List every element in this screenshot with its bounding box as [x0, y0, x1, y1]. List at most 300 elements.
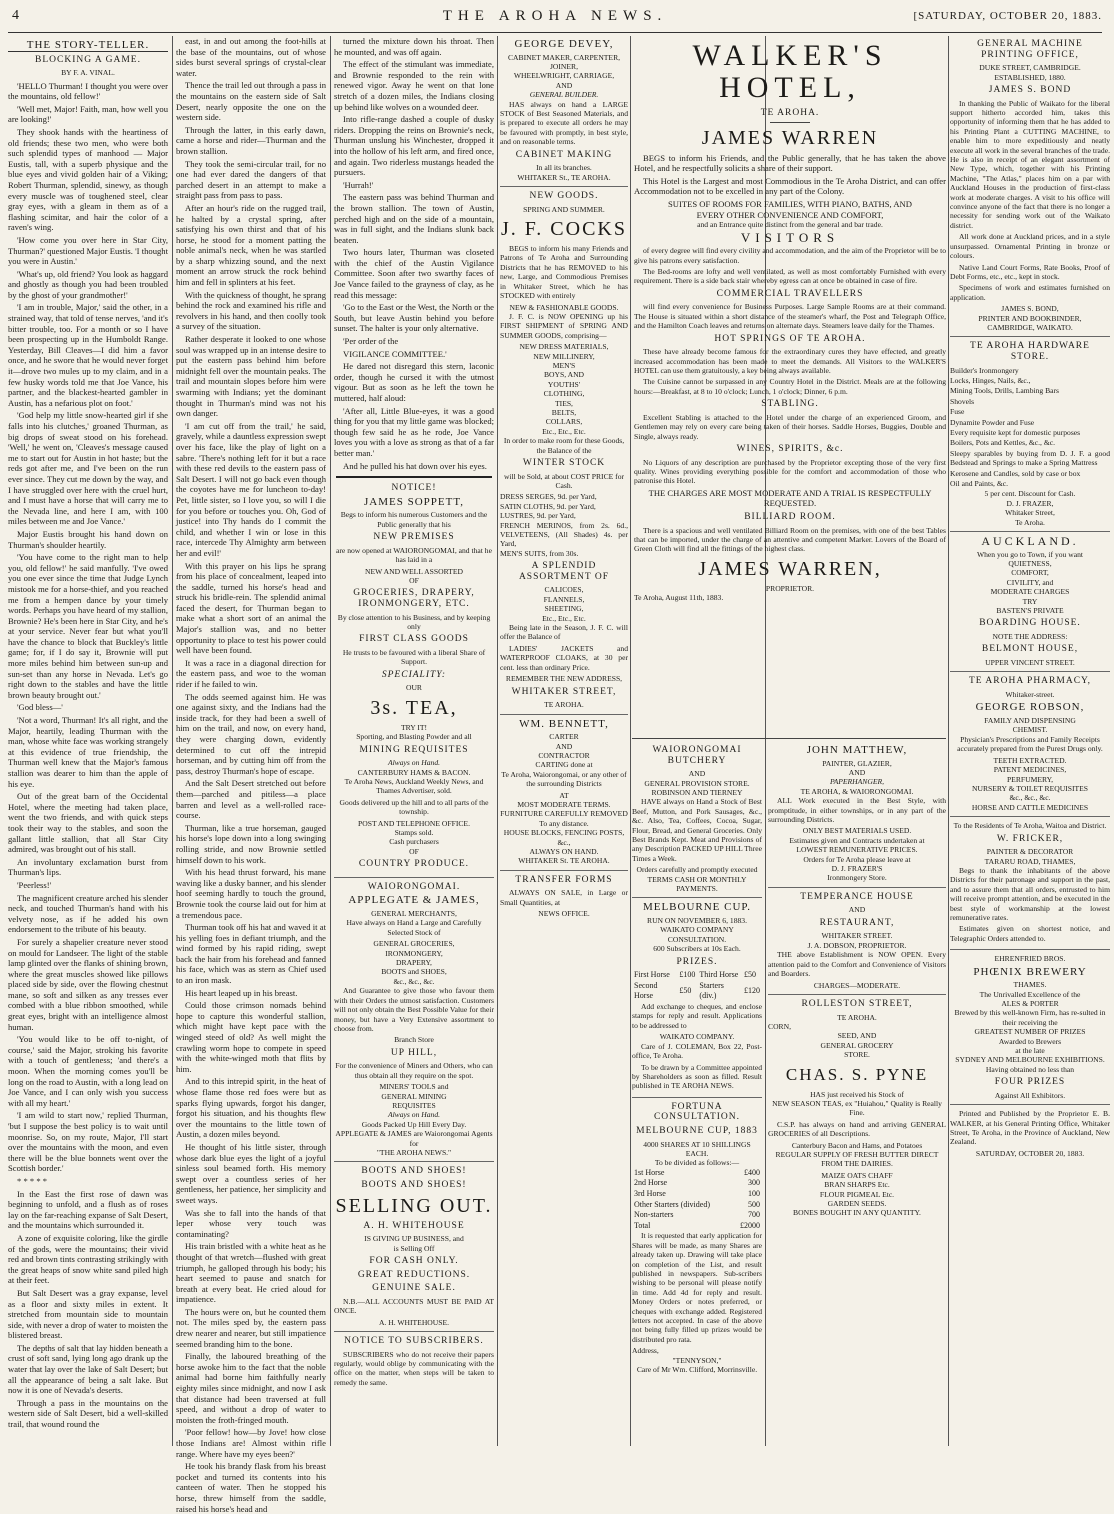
column-story-3	[334, 36, 494, 1446]
list-item: Kerosene and Candles, sold by case or box	[950, 468, 1081, 478]
ad-line: Whitaker-street.	[1005, 690, 1055, 700]
ad-heading: ROLLESTON STREET,	[801, 998, 913, 1009]
ad-line: GROCERIES, DRAPERY, IRONMONGERY, ETC.	[353, 588, 475, 609]
ad-walkers-hotel	[634, 36, 946, 736]
ad-line: at the late	[1015, 1046, 1045, 1056]
list-item: Sleepy sparables by buying from D. J. F. a good Bedstead and Springs to make a Spring Mattress	[950, 448, 1110, 468]
ad-line: PROPRIETOR.	[765, 583, 815, 593]
advertiser-name: A. H. WHITEHOUSE	[363, 1220, 465, 1231]
story-paragraph: He dared not disregard this stern, laconic order, though he cursed it with the utmost vigour. But as soon as he left the town he muttered, half aloud:	[334, 361, 494, 403]
column-ads-7	[950, 36, 1110, 1446]
ad-line: Orders for Te Aroha please leave at	[803, 854, 911, 864]
ad-line: Goods Packed Up Hill Every Day.	[361, 1119, 467, 1129]
ad-heading: BOOTS AND SHOES!	[361, 1179, 467, 1190]
ad-line: PRIZES.	[676, 956, 718, 967]
ad-line: CARTING done at	[535, 760, 593, 770]
ad-text: In order to make room for these Goods, the Balance of the	[503, 436, 625, 455]
ad-line: TE AROHA, & WAIORONGOMAI.	[800, 786, 914, 796]
ad-line: FLOUR PIGMEAL Etc.	[819, 1189, 895, 1199]
ad-text: These have already become famous for the extraordinary cures they have effected, and greatly increased accommodation has been made to meet the demands. All Visitors to the WALKER'S HOTEL can use them gratuitously, a key being always available.	[634, 347, 946, 375]
column-ads-4	[500, 36, 628, 1446]
ad-line: AT	[559, 790, 569, 800]
notice-heading: NOTICE!	[391, 483, 437, 494]
list-item: Boilers, Pots and Kettles, &c., &c.	[950, 438, 1056, 448]
ad-line: JOINER,	[549, 62, 579, 71]
ad-line: CANTERBURY HAMS & BACON.	[357, 767, 471, 777]
ad-line: CONTRACTOR	[538, 750, 590, 760]
story-paragraph: But Salt Desert was a gray expanse, level as a floor and sixty miles in extent. It stretched from mountain side to mountain side, with never a drop of water to moisten the blistered breast.	[8, 1287, 168, 1341]
ad-line: Orders carefully and promptly executed	[636, 865, 758, 875]
ad-heading: BOOTS AND SHOES!	[361, 1166, 467, 1177]
story-body-part3	[334, 36, 494, 471]
ad-item: SHEETING,	[544, 604, 584, 614]
ad-text: He trusts to be favoured with a liberal Share of Support.	[342, 647, 486, 667]
ad-heading: WAIORONGOMAI BUTCHERY	[652, 745, 742, 766]
ad-line: EHRENFRIED BROS.	[994, 954, 1066, 964]
list-item: Every requisite kept for domestic purposes	[950, 427, 1081, 437]
ad-text: Physician's Prescriptions and Family Receipts accurately prepared from the Purest Drugs only.	[957, 734, 1103, 754]
ad-line: FIRST CLASS GOODS	[359, 634, 469, 645]
ad-line: PAINTER, GLAZIER,	[822, 758, 892, 768]
ad-line: CHARGES—MODERATE.	[813, 980, 901, 990]
ad-item: Etc., Etc., Etc.	[542, 613, 586, 623]
ad-text: To be drawn by a Committee appointed by Shareholders as soon as filled. Result published in TE AROHA NEWS.	[632, 1062, 762, 1091]
ad-line: COMFORT,	[1011, 568, 1049, 578]
ad-heading: FORTUNA CONSULTATION.	[653, 1101, 741, 1123]
ad-line: Always on Hand.	[387, 758, 441, 768]
ad-signature: D. J. FRAZER,	[1006, 498, 1054, 508]
story-paragraph: Out of the great barn of the Occidental Hotel, where the meeting had taken place, went the two friends, and with quick steps took their way to the stables, and soon the gallant little stallion, that all Star City admired, was brought out of his stall.	[8, 791, 168, 855]
table-cell: £100	[679, 970, 696, 980]
ad-item: CLOTHING,	[543, 389, 585, 399]
ad-text: N.B.—ALL ACCOUNTS MUST BE PAID AT ONCE.	[334, 1296, 494, 1316]
ad-bond	[950, 39, 1110, 337]
ad-line: ALWAYS ON HAND.	[529, 846, 599, 856]
ad-line: PAINTER & DECORATOR	[986, 847, 1074, 857]
ad-line: GENUINE SALE.	[372, 1283, 456, 1294]
ad-dobson	[768, 892, 946, 995]
ad-signature: JAMES S. BOND,	[1001, 304, 1059, 314]
ad-line: UPPER VINCENT STREET.	[985, 658, 1075, 668]
ad-heading: HOT SPRINGS OF TE AROHA.	[714, 333, 866, 344]
ad-line: To any distance.	[539, 818, 589, 828]
ad-line: Always on Hand.	[387, 1110, 441, 1120]
masthead	[8, 2, 1102, 33]
ad-soppett	[334, 483, 494, 878]
ad-text: Begs to inform his numerous Customers and the Public generally that his	[340, 510, 488, 529]
ad-butchery	[632, 745, 762, 898]
ad-matthew	[768, 745, 946, 888]
price-line: LUSTRES, 9d. per Yard,	[500, 511, 576, 521]
ad-cocks	[500, 191, 628, 714]
ad-line: Care of Mr Wm. Clifford, Morrinsville.	[636, 1364, 758, 1374]
story-paragraph: 'Peerless!'	[17, 879, 52, 890]
table-row	[632, 1200, 762, 1211]
story-paragraph: They took the semi-circular trail, for no one had ever dared the dangers of that parched desert in an attempt to make a straight pass from pass to pass.	[176, 158, 326, 201]
advertiser-name: WM. BENNETT,	[519, 717, 609, 730]
ad-line: REMEMBER THE NEW ADDRESS,	[505, 674, 623, 684]
ad-text: Add exchange to cheques, and enclose stamps for reply and result. Applications to be addressed to	[632, 1002, 762, 1030]
ad-item: CALICOES,	[544, 585, 584, 595]
ad-heading: GENERAL MACHINE PRINTING OFFICE,	[977, 39, 1083, 60]
ad-address: WHITAKER St. TE AROHA.	[518, 856, 610, 866]
ad-line: NEW PREMISES	[373, 532, 455, 543]
ad-heading: BILLIARD ROOM.	[744, 512, 836, 523]
ad-line: SPECIALITY:	[381, 669, 447, 680]
price-line: DRESS SERGES, 9d. per Yard,	[500, 492, 597, 502]
story-paragraph: The hours were on, but he counted them not. The miles sped by, the eastern pass drew nearer and nearer, but still impatience seemed branding him to the bone.	[176, 1306, 326, 1349]
ad-line: is Selling Off	[393, 1243, 435, 1253]
ad-text: BEGS to inform his Friends, and the Public generally, that he has taken the above Hotel, and he respectfully solicits a share of their support.	[634, 152, 946, 174]
ad-item: COLLARS,	[545, 417, 583, 427]
table-cell: Starters (div.)	[699, 980, 724, 1001]
ad-line: CABINET MAKING	[515, 149, 613, 160]
price-line: MEN'S SUITS, from 30s.	[500, 548, 579, 558]
ad-line: TERMS CASH OR MONTHLY PAYMENTS.	[647, 874, 747, 894]
ad-line: Address,	[632, 1346, 659, 1356]
ad-text: No Liquors of any description are purchased by the Proprietor excepting those of the very first quality. Wines providing everything possible for the comfort and accommodation of those who patronise this Hotel.	[634, 457, 946, 486]
list-item: Oil and Paints, &c.	[950, 479, 1009, 488]
advertiser-name: APPLEGATE & JAMES,	[348, 894, 480, 907]
ad-line: NOTE THE ADDRESS:	[992, 632, 1068, 642]
story-paragraph: In the East the first rose of dawn was beginning to unfold, and a flush as of roses lay on the far-reaching expanse of Salt Desert, and the mountains which surrounded it.	[8, 1188, 168, 1231]
ad-text: The Bed-rooms are lofty and well ventilated, as well as most comfortably Furnished with every requirement. There is a side back stair whereby egress can at once be obtained in case of fire.	[634, 266, 946, 286]
story-paragraph: Into rifle-range dashed a couple of dusky riders. Dropping the reins on Brownie's neck, Thurman unslung his Winchester, dropped it into the hollow of his left arm, and fired once, and again. Two riderless mustangs headed the pursuers.	[334, 114, 494, 178]
ad-pyne	[768, 999, 946, 1218]
story-paragraph: 'I am in trouble, Major,' said the other, in a strained way, that told of tense nerves, 'and it's bitter trouble, too. For a month or so I have been prospecting up in the Humboldt Range. Yesterday, Bill Cleaves—I did him a favor once, and he swore that he would never forget it—drove two mules up to my claim, and in a few husky words told me that Joe Vance, his partner, and the blackest-hearted gambler in Austin, has a nefarious plot on foot.'	[8, 302, 168, 408]
story-paragraph: It was a race in a diagonal direction for the eastern pass, and woe to the woman rider if he failed to win.	[176, 657, 326, 690]
ad-line: POST AND TELEPHONE OFFICE.	[358, 818, 470, 828]
ad-line: CORN,	[768, 1021, 791, 1031]
story-paragraph: The eastern pass was behind Thurman and the brown stallion. The town of Austin, perched high and on the side of a mountain, was in full sight, and the Indians slunk back beaten.	[334, 192, 494, 245]
ad-heading: TE AROHA PHARMACY,	[968, 676, 1092, 687]
ad-line: MODERATE CHARGES	[990, 587, 1070, 597]
table-cell: Other Starters (divided)	[634, 1199, 710, 1209]
ad-line: CHEMIST.	[1012, 725, 1048, 735]
ad-text: All work done at Auckland prices, and in a style unsurpassed. Ornamental Printing in bronze or colours.	[950, 232, 1110, 261]
ad-heading: AUCKLAND.	[981, 534, 1079, 549]
ad-line: DRAPERY,	[396, 958, 432, 968]
ad-place: WAIORONGOMAI.	[367, 881, 461, 892]
ad-line: Against All Exhibitors.	[994, 1090, 1066, 1100]
ad-heading: WINES, SPIRITS, &c.	[736, 444, 844, 455]
ad-text: will be Sold, at about COST PRICE for Cash.	[503, 471, 625, 490]
ad-heading: COMMERCIAL TRAVELLERS	[716, 288, 864, 299]
ad-text: HAS always on hand a LARGE STOCK of Best Seasoned Materials, and is prepared to execute all orders he may be favoured with promptly, in best style, and on reasonable terms.	[500, 99, 628, 147]
ad-line: PRINTER AND BOOKBINDER,	[978, 313, 1082, 323]
imprint-date: SATURDAY, OCTOBER 20, 1883.	[975, 1148, 1085, 1158]
imprint-text: Printed and Published by the Proprietor E. B. WALKER, at his General Printing Office, Whitaker Street, Te Aroha, in the Province of Auckland, New Zealand.	[950, 1109, 1110, 1147]
ad-heading: MELBOURNE CUP, 1883	[636, 1125, 758, 1136]
ad-line: MINING REQUISITES	[359, 744, 469, 755]
ad-line: NEWS OFFICE.	[538, 909, 590, 919]
ad-line: ROBINSON AND TIERNEY	[651, 788, 743, 797]
story-paragraph: 'What's up, old friend? You look as haggard and ghostly as though you had been troubled by the ghost of your grandmother!'	[8, 268, 168, 300]
story-paragraph: For surely a shapelier creature never stood on mould for Landseer. The light of the stable lamp glinted over the flanks of shining brown, where the great muscles showed like pillows placed side by side, over the flowing chestnut mane, so soft and silken as any tresses ever combed with a blue ribbon smoothed, while great eyes, bright with an intelligence almost human.	[8, 936, 168, 1032]
price-line: FRENCH MERINOS, from 2s. 6d., VELVETEENS, (All Shades) 4s. per Yard,	[500, 520, 628, 549]
ad-date: Te Aroha, August 11th, 1883.	[634, 593, 724, 603]
selling-out-heading: SELLING OUT.	[335, 1194, 493, 1217]
table-cell: £400	[744, 1167, 760, 1177]
ad-line: THAMES.	[1013, 980, 1047, 990]
ad-line: HORSE AND CATTLE MEDICINES	[971, 802, 1089, 812]
column-story-1	[8, 36, 168, 1446]
column-rule	[497, 36, 498, 1446]
table-cell: First Horse	[634, 970, 670, 980]
advertiser-name: JAMES S. BOND	[988, 85, 1072, 95]
ad-text: Being late in the Season, J. F. C. will offer the Balance of	[500, 623, 628, 642]
table-row	[632, 1189, 762, 1200]
ad-line: &c., &c., &c.	[393, 976, 435, 986]
ad-text: ALL Work executed in the Best Style, with promptitude, in either townships, or in any part of the surrounding Districts.	[768, 796, 946, 825]
ad-fricker	[950, 821, 1110, 950]
ad-line: OF	[409, 846, 419, 856]
hotel-owner: JAMES WARREN	[701, 126, 879, 149]
column-rule	[330, 36, 331, 1446]
divider	[632, 738, 946, 739]
ad-text: Have always on Hand a Large and Carefully Selected Stock of	[346, 918, 482, 937]
notice-subscribers	[334, 1336, 494, 1387]
ad-item: MEN'S	[552, 360, 576, 370]
ad-line: REQUISITES	[392, 1100, 436, 1110]
ad-line: STORE.	[844, 1050, 870, 1060]
ad-line: WAIKATO COMPANY CONSULTATION.	[660, 925, 734, 944]
divider	[770, 122, 810, 123]
ad-line: Having obtained no less than	[985, 1064, 1075, 1074]
advertiser-name: JAMES SOPPETT,	[364, 495, 464, 508]
ad-line: AND	[688, 769, 706, 779]
ad-text: And Guarantee to give those who favour them with their Orders the utmost satisfaction. Customers will not only obtain the Best Possible Value for their money, but have a Very Extensive assortment to choose from.	[334, 986, 494, 1033]
story-paragraph: 'I am wild to start now,' replied Thurman, 'but I suppose the best policy is to wait until moonrise. So, on my route, Major, I'll start over the mountains with the moon, and even there will be the blue bonnets went over the Scottish border.'	[8, 1110, 168, 1174]
ad-line: GENERAL PROVISION STORE.	[644, 778, 750, 788]
ad-basten	[950, 536, 1110, 672]
ad-line: To the Residents of Te Aroha, Waitoa and District.	[953, 821, 1107, 831]
ad-text: of every degree will find every civility and accommodation, and the aim of the Proprietor will be to give his patrons every satisfaction.	[634, 246, 946, 265]
ad-line: RUN ON NOVEMBER 6, 1883.	[647, 916, 747, 926]
ad-text: There is a spacious and well ventilated Billiard Room on the premises, with one of the best Tables that can be imported, under the charge of an attentive and competent Marker. Lovers of the Board of Green Cloth will find all the fittings of the highest class.	[634, 525, 946, 554]
story-title: BLOCKING A GAME.	[35, 54, 141, 65]
ad-heading: TE AROHA HARDWARE STORE.	[970, 341, 1090, 362]
ad-text: C.S.P. has always on hand and arriving GENERAL GROCERIES of all Descriptions.	[768, 1119, 946, 1139]
ad-line: PAPERHANGER,	[829, 777, 885, 787]
price-line: SATIN CLOTHS, 9d. per Yard,	[500, 501, 596, 511]
story-paragraph: Rather desperate it looked to one whose soul was wrapped up in an intense desire to put the eastern pass behind him before midnight fell over the mountain peaks. The trail and mountain slopes before him were swarming with Indians; yet the dominant thought in Thurman's mind was not his own danger.	[176, 334, 326, 419]
ad-line: GENERAL GROCERIES,	[373, 939, 455, 949]
ad-line: NEW & FASHIONABLE GOODS.	[509, 302, 619, 312]
ad-text: J. F. C. is NOW OPENING up his FIRST SHIPMENT of SPRING AND SUMMER GOODS, comprising—	[500, 311, 628, 340]
divider	[336, 476, 492, 478]
ad-text: HAVE always on Hand a Stock of Best Beef, Mutton, and Pork Sausages, &c., &c. Also, Tea, Coffees, Cocoa, Sugar, Flour, Bread, and General Groceries. Only Best Brands Kept. Meat and Provisions of any Description PACKED UP HILL Three Times a Week.	[632, 797, 762, 863]
ad-line: ONLY BEST MATERIALS USED.	[802, 826, 912, 836]
hotel-signature: JAMES WARREN,	[698, 557, 882, 580]
advertiser-name: W. FRICKER,	[996, 833, 1064, 844]
ad-line: 600 Subscribers at 10s Each.	[653, 944, 741, 954]
ad-line: A SPLENDID ASSORTMENT OF	[518, 561, 610, 582]
ad-line: LOWEST REMUNERATIVE PRICES.	[796, 845, 918, 855]
ad-line: AND	[555, 741, 573, 751]
page-number: 4	[12, 8, 20, 23]
ad-line: Canterbury Bacon and Hams, and Potatoes	[791, 1140, 923, 1150]
story-paragraph: Through a pass in the mountains on the western side of Salt Desert, bid a well-skilled trail, that wound round the	[8, 1397, 168, 1430]
ad-text: will find every convenience for Business Purposes. Large Sample Rooms are at their command. The House is situated within a short distance of the steamer's wharf, the Post and Telegraph Office, and the Hamilton Coach leaves and returns on alternate days. Steamers leave daily for the Thames.	[634, 302, 946, 331]
ad-line: 5 per cent. Discount for Cash.	[984, 489, 1076, 499]
ad-heading: TEMPERANCE HOUSE	[800, 891, 914, 902]
story-paragraph: 'Go to the East or the West, the North or the South, but leave Austin behind you before sunset. The halter is your only alternative.	[334, 302, 494, 334]
story-paragraph: 'God help my little snow-hearted girl if she falls into his clutches,' groaned Thurman, as big drops of sweat stood on his forehead. 'Well,' he went on, 'Cleaves's message caused me to start out for Austin in hot haste; but the reds got after me, and I've been on the run ever since. They cut me down by the way, and I have struggled over here with the cruel hurt, and I must have a horse that will carry me to the Nevada line, and here I am, with 100 miles between me and Joe Vance.'	[8, 410, 168, 527]
story-paragraph: And he pulled his hat down over his eyes.	[343, 460, 487, 471]
ad-text: For the convenience of Miners and Others, who can thus obtain all they require on the spot.	[335, 1061, 493, 1080]
ad-line: Te Aroha.	[1015, 517, 1045, 527]
story-paragraph: Was she to fall into the hands of that leper whose very touch was contaminating?	[176, 1207, 326, 1239]
ad-item: NEW DRESS MATERIALS,	[519, 342, 609, 352]
ad-line: GENERAL BUILDER.	[529, 90, 599, 100]
column-rule	[630, 36, 631, 1446]
ad-item: TIES,	[555, 398, 573, 408]
ad-text: This Hotel is the Largest and most Commodious in the Te Aroha District, and can offer Accommodation not to be excelled in any part of the Colony.	[634, 175, 946, 197]
ad-heading: NEW GOODS.	[529, 191, 599, 202]
story-body-part1	[8, 81, 168, 1430]
ad-line: CABINET MAKER, CARPENTER,	[507, 52, 621, 62]
ad-line: SYDNEY AND MELBOURNE EXHIBITIONS.	[955, 1055, 1105, 1065]
ad-text: By close attention to his Business, and by keeping only	[337, 612, 491, 631]
story-paragraph: A zone of exquisite coloring, like the girdle of the gods, were the mountains; their vivid red and brown tints contrasting strikingly with the great heaps of snow white sand piled high at their feet.	[8, 1232, 168, 1286]
table-cell: Total	[634, 1220, 651, 1230]
ad-line: IRONMONGERY,	[385, 948, 443, 958]
ad-line: FURNITURE CAREFULLY REMOVED	[500, 809, 628, 819]
story-paragraph: Finally, the laboured breathing of the horse awoke him to the fact that the noble animal had borne him faithfully nearly eighty miles since midnight, and now I ask that distance had been traversed at full speed, and without a drop of water to moisten the froth-fringed mouth.	[176, 1351, 326, 1425]
story-paragraph: Could those crimson nomads behind hope to capture this wonderful stallion, which might have kept pace with the winged steed of old? As well might the crawling worm hope to compete in speed with the white-winged moth that flits by him.	[176, 1000, 326, 1074]
story-paragraph: 'You would like to be off to-night, of course,' said the Major, stroking his favorite with a touch of gentleness; 'and there's a moon. When the morning comes you'll be long on the road to Austin, with a long lead on Joe Vance, and I can only wish you success with all my heart.'	[8, 1034, 168, 1108]
table-row	[632, 1210, 762, 1221]
ad-line: Stamps sold.	[394, 828, 434, 838]
ad-line: ESTABLISHED, 1880.	[994, 72, 1066, 82]
table-row	[632, 1178, 762, 1189]
table-row	[632, 1168, 762, 1179]
story-paragraph: An involuntary exclamation burst from Thurman's lips.	[8, 856, 168, 878]
story-paragraph: 'Poor fellow! how—by Jove! how close those Indians are! Almost within rifle range. Where have my eyes been?'	[176, 1427, 326, 1459]
ad-line: CIVILITY, and	[1006, 577, 1054, 587]
list-item: Locks, Hinges, Nails, &c.,	[950, 375, 1031, 385]
ad-line: GARDEN SEEDS.	[827, 1199, 887, 1208]
ad-line: IS GIVING UP BUSINESS, and	[364, 1234, 464, 1244]
ad-line: CAMBRIDGE, WAIKATO.	[987, 322, 1073, 332]
ad-line: GENERAL GROCERY	[820, 1040, 894, 1050]
story-paragraph: 'HELLO Thurman! I thought you were over the mountains, old fellow!'	[8, 80, 168, 102]
ad-line: WHEELWRIGHT, CARRIAGE,	[513, 71, 615, 81]
ad-line: HAS just received his Stock of	[810, 1089, 904, 1099]
story-body-part2	[176, 36, 326, 1514]
story-paragraph: After an hour's ride on the rugged trail, he halted by a crystal spring, after satisfying his own thirst and that of his horse, he stood for a moment patting the noble animal's neck, when he was startled by a sharp whizzing sound, and the next moment an arrow struck the rock behind him and fell in splinters at his feet.	[176, 202, 326, 288]
table-cell: 3rd Horse	[634, 1188, 666, 1198]
ad-item: BOYS, AND	[543, 370, 585, 380]
ad-text: Native Land Court Forms, Rate Books, Proof of Debt Forms, etc., etc., kept in stock.	[950, 262, 1110, 281]
ad-heading: FOUR PRIZES	[994, 1077, 1066, 1088]
ad-address: WHITAKER St., TE AROHA.	[517, 172, 611, 182]
ad-line: GENERAL MINING	[381, 1091, 447, 1101]
imprint	[950, 1109, 1110, 1158]
ad-line: &c., &c., &c.	[1009, 793, 1051, 803]
story-paragraph: Thurman took off his hat and waved it at his yelling foes in defiant triumph, and the wind formed by his rapid riding, swept back the hair from his forehead and fanned his face, which was as stern as Chief used to an iron mask.	[176, 922, 326, 986]
table-cell: £120	[743, 986, 760, 996]
ad-line: SUITES OF ROOMS FOR FAMILIES, WITH PIANO, BATHS, AND	[668, 198, 912, 209]
story-paragraph: 'Per order of the	[343, 336, 399, 347]
hotel-title: WALKER'S HOTEL,	[692, 39, 888, 104]
story-paragraph: His train bristled with a white heat as he thought of that wretch—flushed with great triumph, he galloped through his body; his heart seemed to pause and snatch for breath at every beat. He cried aloud for impatience.	[176, 1241, 326, 1305]
story-paragraph: The odds seemed against him. He was one against sixty, and the Indians had the inside track, for they had been a swell of him on the trail, and now, on every hand, they were charging down, evidently determined to cut off the intrepid horseman, and by cutting him off from the pass, destroy Thurman's hope of escape.	[176, 691, 326, 776]
ad-line: EVERY OTHER CONVENIENCE AND COMFORT,	[696, 209, 884, 220]
ad-line: PATENT MEDICINES,	[993, 765, 1067, 775]
table-cell: 500	[748, 1199, 760, 1209]
ad-applegate	[334, 882, 494, 1163]
ad-heading: PHŒNIX BREWERY	[973, 965, 1087, 978]
ad-heading: TRANSFER FORMS	[515, 874, 613, 885]
ad-line: BELMONT HOUSE,	[981, 644, 1079, 655]
ad-line: TRY IT!	[400, 722, 428, 732]
ad-line: and an Entrance quite distinct from the general and bar trade.	[697, 220, 883, 230]
story-paragraph: turned the mixture down his throat. Then he mounted, and was off again.	[334, 36, 494, 57]
ad-text: Te Aroha News, Auckland Weekly News, and Thames Advertiser, sold.	[344, 777, 484, 796]
story-paragraph: The depths of salt that lay hidden beneath a crust of soft sand, lying long ago drank up the water that lay over the lake of Salt Desert; but all the appearance of being a salt lake. But now it is one of Nevada's deserts.	[8, 1342, 168, 1396]
ad-heading: VISITORS	[740, 229, 840, 245]
story-paragraph: He took his brandy flask from his breast pocket and turned its contents into his canteen of water. Then he stopped his horse, threw himself from the saddle, raised his horse's head and	[176, 1461, 326, 1514]
ad-line: AND	[848, 905, 866, 915]
ad-line: UP HILL,	[390, 1047, 438, 1058]
story-paragraph: With his head thrust forward, his mane waving like a dusky banner, and his slender hoof seeming hardly to touch the ground, Brownie took the course laid out for him at a tremendous pace.	[176, 867, 327, 920]
ad-text: Specimens of work and estimates furnished on application.	[950, 283, 1110, 302]
story-paragraph: 'How come you over here in Star City, Thurman?' questioned Major Eustis. 'I thought you were in Austin.'	[8, 234, 168, 267]
ad-line: NURSERY & TOILET REQUISITES	[972, 783, 1088, 793]
ad-frazer	[950, 341, 1110, 532]
story-paragraph: With this prayer on his lips he sprang from his place of concealment, leaped into the saddle, turned his horse's head and struck his bridle-rein. The splendid animal faced the desert, for Thurman began to make what a short sort of an animal the Major's stallion was, and no better opportunity to place to test his power could well have been found.	[176, 560, 326, 656]
ad-line: COUNTRY PRODUCE.	[358, 859, 470, 870]
ad-line: Branch Store	[394, 1035, 434, 1045]
story-byline: BY F. A. VINAL.	[61, 68, 115, 78]
table-row	[632, 981, 762, 1002]
story-paragraph: VIGILANCE COMMITTEE.'	[343, 348, 447, 359]
story-paragraph: * * * * *	[17, 1175, 48, 1186]
ad-line: Brewed by this well-known Firm, has re-sulted in their receiving the	[954, 1008, 1106, 1027]
ad-line: QUIETNESS,	[1008, 559, 1052, 569]
advertiser-name: JOHN MATTHEW,	[806, 744, 908, 756]
story-paragraph: And to this intrepid spirit, in the heat of whose flame those red foes were but as sparks flying upwards, forgot his danger, forgot his situation, and his thoughts flew over the mountains to the little town of Austin, a dozen miles beyond.	[176, 1076, 326, 1140]
ad-text: LADIES' JACKETS and WATERPROOF CLOAKS, at 30 per cent. less than ordinary Price.	[500, 643, 628, 672]
table-cell: £50	[743, 970, 756, 980]
ad-line: AND	[555, 80, 573, 90]
ad-item: FLANNELS,	[543, 594, 585, 604]
ad-fortuna	[632, 1102, 762, 1375]
table-cell: 2nd Horse	[634, 1178, 668, 1188]
column-ads-5	[632, 742, 762, 1446]
ad-line: GREAT REDUCTIONS.	[357, 1269, 471, 1280]
ad-text: Begs to thank the inhabitants of the above Districts for their patronage and support in the past, and to assure them that all orders, entrusted to him will receive prompt attention, and be executed in the best style of workmanship at the lowest remunerative rates.	[950, 865, 1110, 922]
ad-transfer-forms	[500, 875, 628, 919]
ad-signature: A. H. WHITEHOUSE.	[378, 1317, 450, 1327]
story-section-title: THE STORY-TELLER.	[8, 40, 168, 52]
ad-line: OF	[409, 575, 419, 585]
ad-line: TE AROHA.	[837, 1012, 877, 1022]
story-paragraph: The magnificent creature arched his slender neck, and touched Thurman's hand with his velvety nose, as if he added his own endorsement to the tribute of his beauty.	[8, 892, 168, 935]
story-paragraph: Two hours later, Thurman was closeted with the chief of the Austin Vigilance Committee. Soon after two swarthy faces of Joe Vance failed to the grayness of clay, as he read this message:	[334, 247, 494, 300]
story-paragraph: Through the latter, in this early dawn, came a horse and rider—Thurman and the brown stallion.	[176, 124, 326, 156]
ad-line: The Unrivalled Excellence of the	[979, 989, 1081, 999]
ad-line: Ironmongery Store.	[827, 873, 887, 883]
ad-text: ALWAYS ON SALE, in Large or Small Quantities, at	[500, 888, 628, 907]
notice-title: NOTICE TO SUBSCRIBERS.	[344, 1335, 484, 1346]
ad-item: Etc., Etc., Etc.	[542, 426, 586, 436]
ad-line: THE CHARGES ARE MOST MODERATE AND A TRIAL IS RESPECTFULLY REQUESTED.	[648, 487, 932, 509]
ad-text: NEW SEASON TEAS, ex "Huiahou," Quality is Really Fine.	[772, 1098, 942, 1118]
story-paragraph: Major Eustis brought his hand down on Thurman's shoulder heartily.	[8, 528, 168, 550]
